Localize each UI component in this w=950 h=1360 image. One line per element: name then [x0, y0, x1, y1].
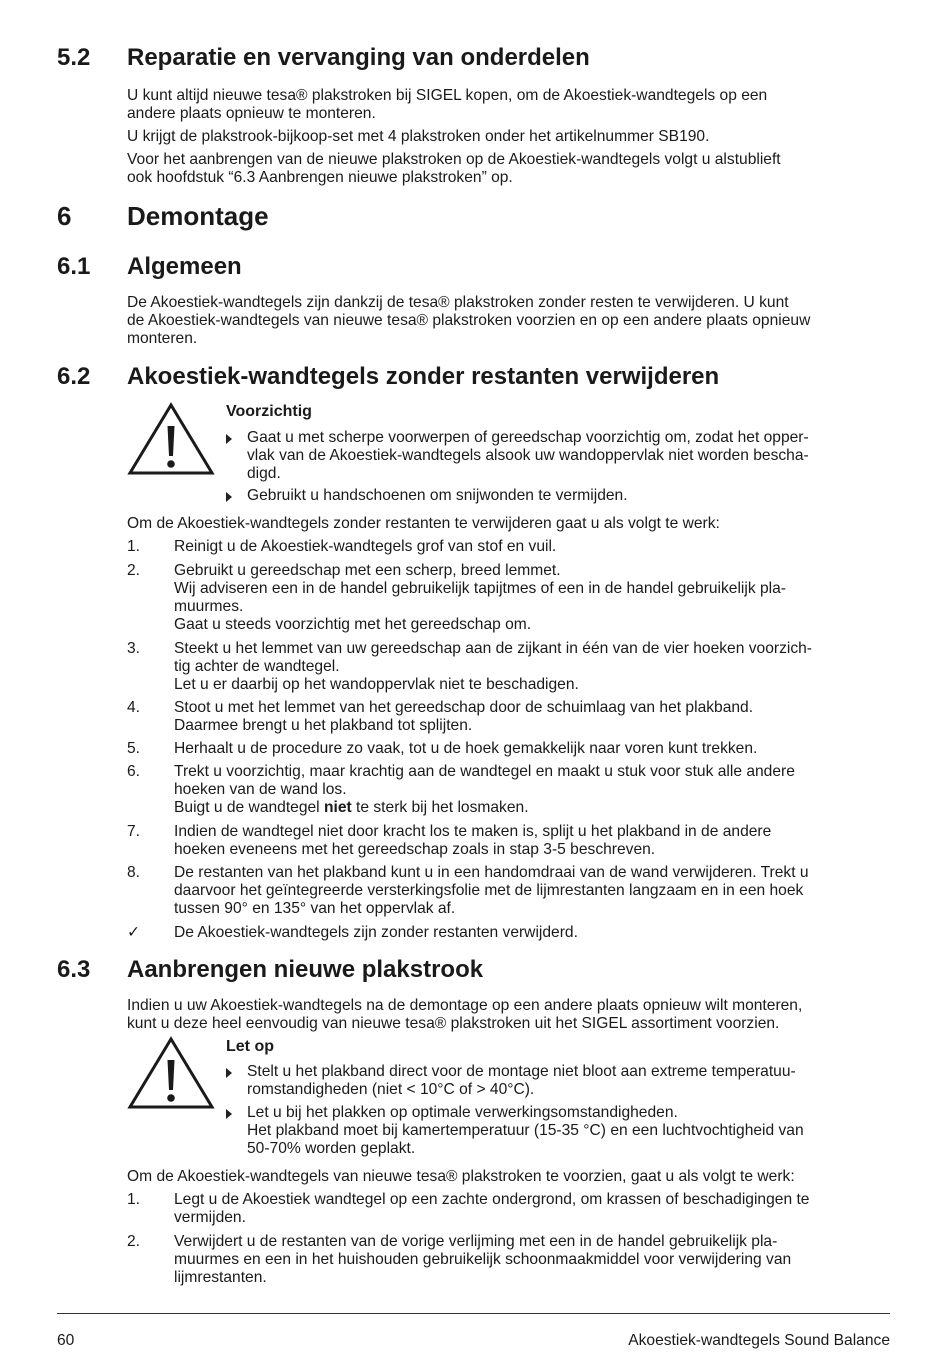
paragraph: Indien u uw Akoestiek-wandtegels na de demontage op een andere plaats opnieuw wilt monteren, kunt u deze heel eenvoudig van nieuwe tesa® plakstroken uit het SIGEL assortiment voorzien. — [127, 997, 803, 1032]
triangle-bullet-icon — [226, 1109, 232, 1119]
checkmark-icon: ✓ — [127, 924, 141, 941]
footer-divider — [57, 1313, 890, 1314]
warning-triangle-icon — [127, 1036, 215, 1110]
paragraph: U kunt altijd nieuwe tesa® plakstroken bij SIGEL kopen, om de Akoestiek-wandtegels op een andere plaats opnieuw te monteren. — [127, 87, 768, 122]
chapter-heading-6: 6 Demontage — [57, 201, 269, 231]
list-item: Gaat u met scherpe voorwerpen of gereedschap voorzichtig om, zodat het opper- vlak van de Akoestiek-wandtegels alsook uw wandoppervlak niet worden bescha- digd. — [226, 429, 896, 483]
list-item: Stelt u het plakband direct voor de montage niet bloot aan extreme temperatuu- romstandigheden (niet < 10°C of > 40°C). — [226, 1063, 896, 1099]
section-heading-6-1: 6.1 Algemeen — [57, 253, 242, 280]
triangle-bullet-icon — [226, 434, 232, 444]
footer-title: Akoestiek-wandtegels Sound Balance — [628, 1332, 890, 1349]
list-item: 4. Stoot u met het lemmet van het gereedschap door de schuimlaag van het plakband. Daarmee brengt u het plakband tot splijten. — [127, 699, 754, 734]
triangle-bullet-icon — [226, 492, 232, 502]
paragraph: De Akoestiek-wandtegels zijn dankzij de tesa® plakstroken zonder resten te verwijderen. U kunt de Akoestiek-wandtegels van nieuwe tesa® plakstroken voorzien en op een andere plaats opnieuw monteren. — [127, 294, 811, 347]
paragraph: Om de Akoestiek-wandtegels van nieuwe tesa® plakstroken te voorzien, gaat u als volgt te werk: — [127, 1168, 795, 1185]
warning-title: Voorzichtig — [226, 403, 312, 420]
paragraph: U krijgt de plakstrook-bijkoop-set met 4 plakstroken onder het artikelnummer SB190. — [127, 128, 710, 145]
paragraph: Om de Akoestiek-wandtegels zonder restanten te verwijderen gaat u als volgt te werk: — [127, 515, 720, 532]
warning-triangle-icon — [127, 402, 215, 476]
list-item: 2. Gebruikt u gereedschap met een scherp, breed lemmet. Wij adviseren een in de handel gebruikelijk tapijtmes of een in de handel gebruikelijk pla- muurmes. Gaat u steeds voorzichtig met het gereedschap om. — [127, 562, 786, 633]
section-heading-5-2: 5.2 Reparatie en vervanging van onderdelen — [57, 44, 590, 71]
page-number: 60 — [57, 1332, 75, 1349]
list-item: 6. Trekt u voorzichtig, maar krachtig aan de wandtegel en maakt u stuk voor stuk alle andere hoeken van de wand los. Buigt u de wandtegel niet te sterk bij het losmaken. — [127, 763, 795, 816]
paragraph: Voor het aanbrengen van de nieuwe plakstroken op de Akoestiek-wandtegels volgt u alstublieft ook hoofdstuk “6.3 Aanbrengen nieuwe plakstroken” op. — [127, 151, 781, 186]
section-heading-6-3: 6.3 Aanbrengen nieuwe plakstrook — [57, 956, 484, 983]
list-item: Let u bij het plakken op optimale verwerkingsomstandigheden. Het plakband moet bij kamertemperatuur (15-35 °C) en een luchtvochtigheid van 50-70% worden geplakt. — [226, 1104, 896, 1158]
triangle-bullet-icon — [226, 1068, 232, 1078]
list-item: Gebruikt u handschoenen om snijwonden te vermijden. — [226, 487, 896, 505]
section-heading-6-2: 6.2 Akoestiek-wandtegels zonder restanten verwijderen — [57, 363, 720, 390]
list-item: 1. Reinigt u de Akoestiek-wandtegels grof van stof en vuil. — [127, 538, 557, 555]
list-item: 2. Verwijdert u de restanten van de vorige verlijming met een in de handel gebruikelijk pla- muurmes en een in het huishouden gebruikelijk schoonmaakmiddel voor verwijdering van lijmrestanten. — [127, 1233, 792, 1286]
list-item: ✓ De Akoestiek-wandtegels zijn zonder restanten verwijderd. — [127, 924, 578, 941]
list-item: 3. Steekt u het lemmet van uw gereedschap aan de zijkant in één van de vier hoeken voorzich- tig achter de wandtegel. Let u er daarbij op het wandoppervlak niet te beschadigen. — [127, 640, 812, 693]
list-item: 8. De restanten van het plakband kunt u in een handomdraai van de wand verwijderen. Trekt u daarvoor het geïntegreerde versterkingsfolie met de lijmrestanten langzaam en in een hoek tussen 90° en 135° van het oppervlak af. — [127, 864, 809, 917]
list-item: 1. Legt u de Akoestiek wandtegel op een zachte ondergrond, om krassen of beschadigingen te vermijden. — [127, 1191, 810, 1226]
warning-title: Let op — [226, 1038, 274, 1055]
list-item: 5. Herhaalt u de procedure zo vaak, tot u de hoek gemakkelijk naar voren kunt trekken. — [127, 740, 758, 757]
list-item: 7. Indien de wandtegel niet door kracht los te maken is, splijt u het plakband in de andere hoeken eveneens met het gereedschap zoals in stap 3-5 beschreven. — [127, 823, 772, 858]
